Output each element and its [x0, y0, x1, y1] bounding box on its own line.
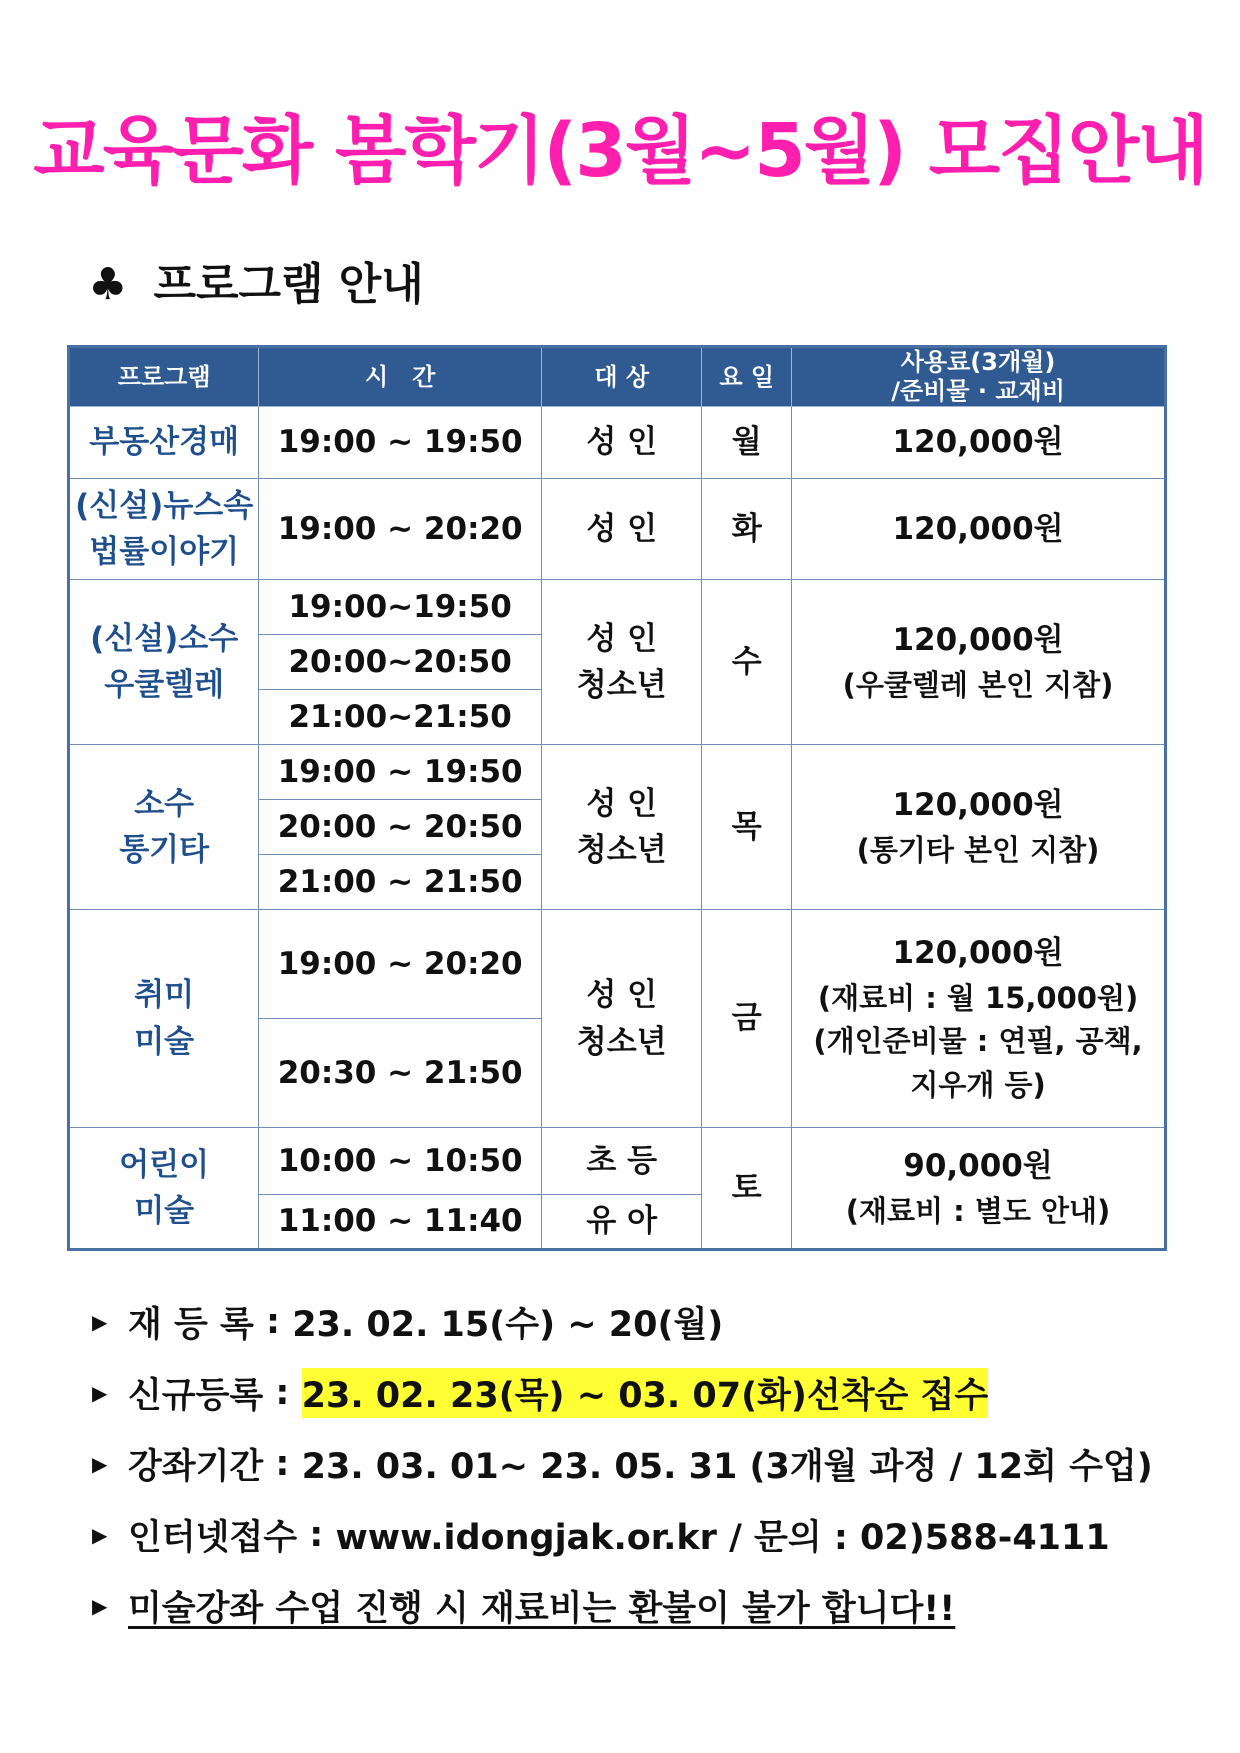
- fee-note: (재료비 : 별도 안내): [845, 1193, 1111, 1228]
- fee-amount: 120,000원: [892, 622, 1064, 658]
- program-name-line: 미술: [134, 1023, 195, 1060]
- note-value: 23. 03. 01~ 23. 05. 31 (3개월 과정 / 12회 수업): [301, 1446, 1153, 1487]
- program-name-line: 어린이: [119, 1146, 210, 1183]
- page-title: 교육문화 봄학기(3월~5월) 모집안내: [33, 108, 1207, 194]
- target-line: 성 인: [586, 785, 658, 822]
- club-suit-icon: ♣: [88, 259, 128, 310]
- time-slot: 11:00 ~ 11:40: [259, 1195, 542, 1250]
- time-slot: 19:00 ~ 19:50: [259, 745, 542, 800]
- registration-notes: [92, 1286, 1202, 1641]
- program-name: [69, 745, 259, 910]
- time-slot: 10:00 ~ 10:50: [259, 1128, 542, 1195]
- fee-note: 지우개 등): [910, 1067, 1046, 1102]
- header-time: 시 간: [259, 347, 542, 407]
- fee: [792, 910, 1166, 1128]
- fee: [792, 745, 1166, 910]
- section-heading: [88, 248, 424, 312]
- program-name: [69, 580, 259, 745]
- target-line: 성 인: [586, 620, 658, 657]
- target: 초 등: [542, 1128, 702, 1195]
- fee: 120,000원: [792, 407, 1166, 479]
- fee-amount: 120,000원: [892, 787, 1064, 823]
- table-row: [69, 479, 1166, 580]
- fee-note: (개인준비물 : 연필, 공책,: [813, 1024, 1143, 1058]
- weekday: 수: [702, 580, 792, 745]
- target: [542, 745, 702, 910]
- fee: 120,000원: [792, 479, 1166, 580]
- note-new-registration: [92, 1357, 1202, 1428]
- target: 유 아: [542, 1195, 702, 1250]
- fee: [792, 580, 1166, 745]
- note-separator: :: [297, 1514, 336, 1555]
- note-label: 강좌기간: [128, 1446, 264, 1487]
- header-fee-line1: 사용료(3개월): [900, 348, 1056, 377]
- fee: [792, 1128, 1166, 1250]
- program-name-line: 법률이야기: [89, 534, 240, 570]
- table-row: [69, 580, 1166, 635]
- target-line: 성 인: [586, 977, 658, 1013]
- note-refund-policy: [92, 1570, 1202, 1641]
- weekday: 월: [702, 407, 792, 479]
- time-slot: 19:00~19:50: [259, 580, 542, 635]
- program-name-line: 취미: [134, 977, 195, 1013]
- fee-note: (우쿨렐레 본인 지참): [842, 667, 1114, 702]
- target: [542, 910, 702, 1128]
- weekday: 토: [702, 1128, 792, 1250]
- program-name: [69, 910, 259, 1128]
- time-slot: 20:00 ~ 20:50: [259, 800, 542, 855]
- note-separator: :: [263, 1372, 302, 1413]
- table-row: [69, 745, 1166, 800]
- note-text-underlined: 미술강좌 수업 진행 시 재료비는 환불이 불가 합니다!!: [128, 1588, 956, 1629]
- time-slot: 21:00 ~ 21:50: [259, 855, 542, 910]
- time-slot: 21:00~21:50: [259, 690, 542, 745]
- fee-note: (통기타 본인 지참): [856, 832, 1100, 867]
- weekday: 금: [702, 910, 792, 1128]
- note-separator: :: [253, 1301, 293, 1342]
- program-name-line: 소수: [134, 785, 195, 822]
- triangle-right-icon: ▶: [92, 1380, 108, 1405]
- note-online-registration: [92, 1499, 1202, 1570]
- header-program: 프로그램: [69, 347, 259, 407]
- target-line: 청소년: [576, 667, 667, 703]
- triangle-right-icon: ▶: [92, 1522, 108, 1547]
- time-slot: 19:00 ~ 20:20: [259, 910, 542, 1019]
- table-row: [69, 1128, 1166, 1195]
- target-line: 청소년: [576, 1023, 667, 1060]
- target: 성 인: [542, 479, 702, 580]
- note-label: 신규등록: [128, 1375, 264, 1416]
- note-reregistration: [92, 1286, 1202, 1357]
- fee-amount: 120,000원: [892, 935, 1064, 971]
- fee-note: (재료비 : 월 15,000원): [817, 980, 1139, 1015]
- time-slot: 20:30 ~ 21:50: [259, 1019, 542, 1128]
- note-value: 23. 02. 15(수) ~ 20(월): [292, 1304, 724, 1345]
- program-schedule-table: [67, 345, 1167, 1251]
- header-fee-line2: /준비물 · 교재비: [891, 377, 1065, 405]
- program-name-line: (신설)뉴스속: [75, 487, 254, 524]
- section-heading-text: 프로그램 안내: [153, 259, 424, 310]
- time-slot: 19:00 ~ 20:20: [259, 479, 542, 580]
- target-line: 청소년: [576, 832, 667, 868]
- table-row: [69, 407, 1166, 479]
- header-target: 대 상: [542, 347, 702, 407]
- note-course-period: [92, 1428, 1202, 1499]
- target: 성 인: [542, 407, 702, 479]
- program-name-line: 미술: [134, 1193, 195, 1229]
- program-name: 부동산경매: [69, 407, 259, 479]
- note-value: www.idongjak.or.kr / 문의 : 02)588-4111: [335, 1517, 1110, 1558]
- program-name-line: 우쿨렐레: [104, 667, 225, 703]
- note-label: 인터넷접수: [128, 1517, 298, 1558]
- header-day: 요 일: [702, 347, 792, 407]
- program-name: [69, 479, 259, 580]
- target: [542, 580, 702, 745]
- note-label: 재 등 록: [128, 1304, 254, 1345]
- table-header-row: [69, 347, 1166, 407]
- weekday: 목: [702, 745, 792, 910]
- time-slot: 19:00 ~ 19:50: [259, 407, 542, 479]
- triangle-right-icon: ▶: [92, 1593, 108, 1618]
- weekday: 화: [702, 479, 792, 580]
- triangle-right-icon: ▶: [92, 1309, 108, 1334]
- note-value-highlighted: 23. 02. 23(목) ~ 03. 07(화)선착순 접수: [302, 1368, 989, 1418]
- program-name: [69, 1128, 259, 1250]
- triangle-right-icon: ▶: [92, 1451, 108, 1476]
- program-name-line: (신설)소수: [90, 620, 239, 657]
- table-row: [69, 910, 1166, 1019]
- header-fee: [792, 347, 1166, 407]
- fee-amount: 90,000원: [903, 1148, 1053, 1184]
- program-name-line: 통기타: [119, 832, 210, 868]
- note-separator: :: [263, 1443, 302, 1484]
- time-slot: 20:00~20:50: [259, 635, 542, 690]
